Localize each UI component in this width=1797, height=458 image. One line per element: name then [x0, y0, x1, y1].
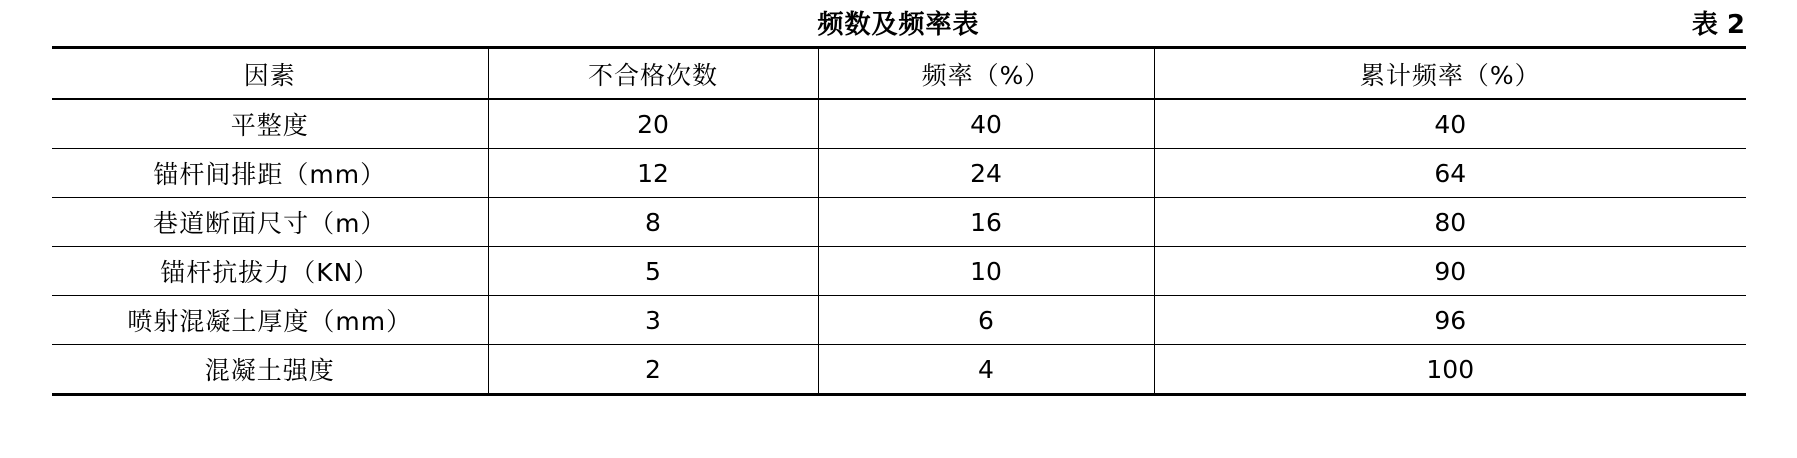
cell-count: 2 [488, 345, 818, 395]
table-row [52, 345, 1746, 395]
cell-cumulative: 80 [1154, 198, 1746, 247]
cell-factor: 混凝土强度 [52, 345, 488, 395]
column-header-cumulative: 累计频率（%） [1154, 48, 1746, 100]
cell-factor: 平整度 [52, 99, 488, 149]
cell-count: 5 [488, 247, 818, 296]
cell-frequency: 10 [818, 247, 1154, 296]
table-row [52, 149, 1746, 198]
cell-cumulative: 90 [1154, 247, 1746, 296]
cell-count: 8 [488, 198, 818, 247]
cell-frequency: 40 [818, 99, 1154, 149]
table-header [52, 48, 1746, 100]
table-body [52, 99, 1746, 395]
table-row [52, 247, 1746, 296]
cell-factor: 巷道断面尺寸（m） [52, 198, 488, 247]
cell-cumulative: 100 [1154, 345, 1746, 395]
cell-cumulative: 40 [1154, 99, 1746, 149]
column-header-frequency: 频率（%） [818, 48, 1154, 100]
cell-factor: 锚杆间排距（mm） [52, 149, 488, 198]
cell-frequency: 24 [818, 149, 1154, 198]
cell-frequency: 4 [818, 345, 1154, 395]
cell-cumulative: 64 [1154, 149, 1746, 198]
cell-factor: 锚杆抗拔力（KN） [52, 247, 488, 296]
cell-frequency: 16 [818, 198, 1154, 247]
frequency-table [52, 46, 1746, 396]
cell-cumulative: 96 [1154, 296, 1746, 345]
cell-frequency: 6 [818, 296, 1154, 345]
table-container [52, 46, 1746, 396]
cell-count: 12 [488, 149, 818, 198]
cell-count: 20 [488, 99, 818, 149]
column-header-count: 不合格次数 [488, 48, 818, 100]
table-header-row [52, 48, 1746, 100]
cell-factor: 喷射混凝土厚度（mm） [52, 296, 488, 345]
page-title: 频数及频率表 [817, 10, 980, 40]
column-header-factor: 因素 [52, 48, 488, 100]
table-row [52, 296, 1746, 345]
cell-count: 3 [488, 296, 818, 345]
table-row [52, 99, 1746, 149]
table-row [52, 198, 1746, 247]
table-number-label: 表 2 [1691, 10, 1745, 40]
title-row [0, 0, 1797, 44]
